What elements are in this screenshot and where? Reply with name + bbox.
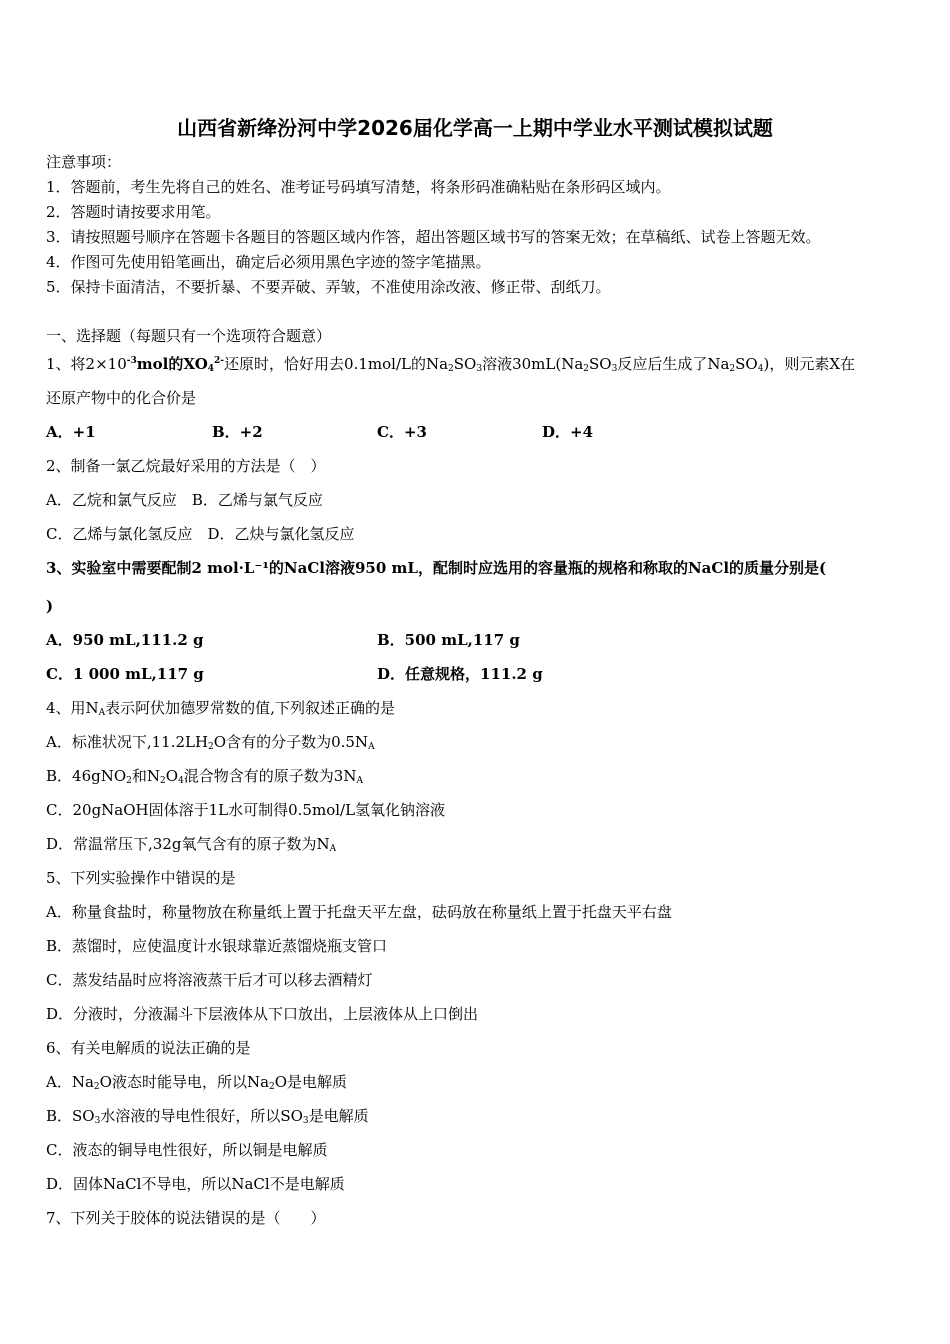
question-6-stem: 6、有关电解质的说法正确的是 — [46, 1039, 251, 1057]
question-1-stem-line2: 还原产物中的化合价是 — [46, 389, 197, 407]
question-2-options-ab[interactable]: A．乙烷和氯气反应 B．乙烯与氯气反应 — [46, 491, 323, 509]
question-4-option-b[interactable]: B．46gNO$_2$和$N_2O_4$混合物含有的原子数为$3N_A$ — [46, 767, 363, 786]
exam-title: 山西省新绛汾河中学2026届化学高一上期中学业水平测试模拟试题 — [177, 116, 773, 140]
question-5-option-a[interactable]: A．称量食盐时，称量物放在称量纸上置于托盘天平左盘，砝码放在称量纸上置于托盘天平右盘 — [46, 903, 672, 921]
question-1-option-a[interactable]: A．+1 — [46, 423, 96, 441]
question-3-stem-line2: ) — [46, 597, 54, 615]
section-heading: 一、选择题（每题只有一个选项符合题意） — [46, 327, 332, 345]
question-3-option-a[interactable]: A．950 mL,111.2 g — [46, 631, 204, 649]
notice-item-4: 4．作图可先使用铅笔画出，确定后必须用黑色字迹的签字笔描黑。 — [46, 253, 491, 271]
question-4-stem: 4、用$N_A$表示阿伏加德罗常数的值,下列叙述正确的是 — [46, 699, 395, 718]
question-1-option-d[interactable]: D．+4 — [542, 423, 594, 441]
question-4-option-d[interactable]: D．常温常压下,32g氧气含有的原子数为$N_A$ — [46, 835, 337, 854]
question-5-option-d[interactable]: D．分液时，分液漏斗下层液体从下口放出，上层液体从上口倒出 — [46, 1005, 479, 1023]
question-3-option-c[interactable]: C．1 000 mL,117 g — [46, 665, 204, 683]
question-1-option-c[interactable]: C．+3 — [377, 423, 427, 441]
question-3-option-b[interactable]: B．500 mL,117 g — [377, 631, 520, 649]
question-5-option-c[interactable]: C．蒸发结晶时应将溶液蒸干后才可以移去酒精灯 — [46, 971, 373, 989]
question-2-options-cd[interactable]: C．乙烯与氯化氢反应 D．乙炔与氯化氢反应 — [46, 525, 355, 543]
question-7-stem: 7、下列关于胶体的说法错误的是（ ） — [46, 1209, 326, 1227]
question-5-stem: 5、下列实验操作中错误的是 — [46, 869, 236, 887]
question-5-option-b[interactable]: B．蒸馏时，应使温度计水银球靠近蒸馏烧瓶支管口 — [46, 937, 388, 955]
notice-item-5: 5．保持卡面清洁，不要折暴、不要弄破、弄皱，不准使用涂改液、修正带、刮纸刀。 — [46, 278, 611, 296]
notice-item-3: 3．请按照题号顺序在答题卡各题目的答题区域内作答，超出答题区域书写的答案无效；在草稿纸、试卷上答题无效。 — [46, 228, 821, 246]
question-1-option-b[interactable]: B．+2 — [212, 423, 263, 441]
notice-item-1: 1．答题前，考生先将自己的姓名、准考证号码填写清楚，将条形码准确粘贴在条形码区域内。 — [46, 178, 671, 196]
question-3-stem: 3、实验室中需要配制2 mol·L⁻¹的NaCl溶液950 mL，配制时应选用的容量瓶的规格和称取的NaCl的质量分别是( — [46, 559, 827, 577]
question-6-option-a[interactable]: A．$Na_2O$液态时能导电，所以$Na_2O$是电解质 — [46, 1073, 348, 1092]
question-4-option-c[interactable]: C．20gNaOH固体溶于1L水可制得0.5mol/L氢氧化钠溶液 — [46, 801, 446, 819]
notice-heading: 注意事项： — [46, 153, 122, 171]
question-6-option-b[interactable]: B．$SO_3$水溶液的导电性很好，所以$SO_3$是电解质 — [46, 1107, 369, 1126]
question-2-stem: 2、制备一氯乙烷最好采用的方法是（ ） — [46, 457, 326, 475]
question-4-option-a[interactable]: A．标准状况下$,11.2LH_2O$含有的分子数为$0.5N_A$ — [46, 733, 375, 752]
question-6-option-c[interactable]: C．液态的铜导电性很好，所以铜是电解质 — [46, 1141, 328, 1159]
question-1-stem: 1、将$2\times 10^{-3}mol$的$XO_4^{2-}$还原时，恰好用去0.1mol/L的$Na_2SO_3$溶液$30mL(Na_2SO_3$反应后生成了$Na_2SO_4$)，则元素X在 — [46, 355, 856, 374]
question-3-option-d[interactable]: D．任意规格，111.2 g — [377, 665, 543, 683]
notice-item-2: 2．答题时请按要求用笔。 — [46, 203, 221, 221]
question-6-option-d[interactable]: D．固体NaCl不导电，所以NaCl不是电解质 — [46, 1175, 345, 1193]
